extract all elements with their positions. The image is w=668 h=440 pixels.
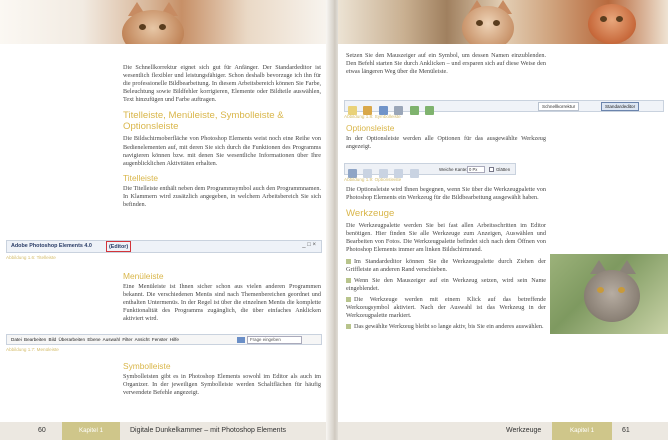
bullet-icon bbox=[346, 297, 351, 302]
caption-titlebar: Abbildung 1.6: Titelleiste bbox=[6, 255, 56, 260]
left-text-column-3 bbox=[123, 356, 321, 400]
help-search-icon bbox=[237, 337, 245, 343]
symbolbar-screenshot bbox=[344, 100, 664, 112]
bullet-item: Wenn Sie den Mauszeiger auf ein Werkzeug setzen, wird sein Name eingeblendet. bbox=[346, 276, 546, 292]
left-footer bbox=[0, 422, 330, 440]
undo-icon[interactable] bbox=[410, 106, 419, 115]
cat-eye bbox=[618, 287, 625, 293]
titlebar-screenshot bbox=[6, 240, 322, 253]
menu-datei[interactable]: Datei bbox=[11, 337, 22, 342]
cat-eye bbox=[493, 20, 500, 26]
menu-filter[interactable]: Filter bbox=[122, 337, 133, 342]
left-page-number: 60 bbox=[38, 427, 46, 434]
symbolbar-paragraph: Symbolleisten gibt es in Photoshop Elements sowohl im Editor als auch im Organizer. In der jeweiligen Symbolleiste werden Schaltflächen für häufig verwendete Befehle angezeigt. bbox=[123, 373, 321, 397]
menu-bild[interactable]: Bild bbox=[48, 337, 57, 342]
ui-paragraph: Die Bildschirmoberfläche von Photoshop Elements weist noch eine Reihe von Bedienelementen auf, mit deren Sie sich durch die Funktionen des Programms navigieren können bzw. mit denen Sie wesentliche Informationen über Ihre augenblicklichen Aktivitäten erhalten. bbox=[123, 135, 321, 167]
book-title: Digitale Dunkelkammer – mit Photoshop Elements bbox=[130, 427, 287, 434]
cat-eye bbox=[616, 16, 623, 22]
right-text-column-3 bbox=[346, 186, 546, 334]
kitten-photo bbox=[462, 6, 514, 44]
right-text-column-2 bbox=[346, 118, 546, 154]
menubar-screenshot bbox=[6, 334, 322, 345]
bullet-icon bbox=[346, 278, 351, 283]
menubar-paragraph: Eine Menüleiste ist Ihnen sicher schon aus vielen anderen Programmen bekannt. Die verschiedenen Menüs sind nach Themenbereichen geordnet und enthalten Untermenüs. In der Regel ist über die einzelnen Menüs die komplette Funktionalität des Programms zugänglich, die über einfaches Anklicken aktiviert wird. bbox=[123, 283, 321, 323]
caption-toolbar: Abbildung 1.8: Symbolleiste bbox=[344, 114, 401, 119]
caption-menubar: Abbildung 1.7: Menüleiste bbox=[6, 347, 59, 352]
cat-photo-strip-right bbox=[338, 0, 668, 44]
intro-paragraph: Die Schnellkorrektur eignet sich gut für Anfänger. Der Standardeditor ist wesentlich flexibler und leistungsfähiger. Schon deshalb bevorzuge ich ihn für die professionelle Bildbearbeitung. In diesem Arbeitsbereich können Sie Farbe, Beleuchtung sowie Bildfehler korrigieren, Elemente oder Bildteile auswählen, Text hinzufügen und Farbe auftragen. bbox=[123, 64, 321, 104]
tools-paragraph: Die Werkzeugpalette werden Sie bei fast allen Arbeitsschritten im Editor benötigen. Hier finden Sie alle Werkzeuge zum Anzeigen, Auswählen und Bearbeiten von Fotos. Die Werkzeugpalette befindet sich nach dem Öffnen von Photoshop Elements immer am linken Bildschirmrand. bbox=[346, 222, 546, 254]
kitten-photo-large bbox=[550, 254, 668, 334]
cat-eye bbox=[600, 16, 607, 22]
menu-items bbox=[11, 337, 179, 342]
heading-tools: Werkzeuge bbox=[346, 208, 395, 220]
titlebar-paragraph: Die Titelleiste enthält neben dem Programmsymbol auch den Programmnamen. In Klammern wird zusätzlich angegeben, in welchem Arbeitsbereich Sie sich befinden. bbox=[123, 184, 321, 209]
menu-ueberarbeiten[interactable]: Überarbeiten bbox=[58, 337, 86, 342]
bullet-item: Die Werkzeuge werden mit einem Klick auf das betreffende Werkzeugsymbol aktiviert. Nach der Auswahl ist das Werkzeug in der Werkzeugpalette markiert. bbox=[346, 295, 546, 320]
right-text-column bbox=[346, 52, 546, 79]
bullet-item: Das gewählte Werkzeug bleibt so lange aktiv, bis Sie ein anderes auswählen. bbox=[346, 323, 546, 331]
left-text-column-2 bbox=[123, 266, 321, 326]
left-text-column bbox=[123, 64, 321, 212]
titlebar-app-name: Adobe Photoshop Elements 4.0 bbox=[11, 243, 92, 249]
menu-ebene[interactable]: Ebene bbox=[87, 337, 101, 342]
footer-section-title: Werkzeuge bbox=[506, 427, 542, 434]
window-controls[interactable]: _ □ × bbox=[302, 242, 316, 248]
intersect-selection-icon[interactable] bbox=[410, 169, 419, 178]
heading-menubar: Menüleiste bbox=[123, 271, 164, 281]
left-chapter-tab: Kapitel 1 bbox=[62, 422, 120, 440]
symbol-hover-paragraph: Setzen Sie den Mauszeiger auf ein Symbol, um dessen Namen einzublenden. Den Befehl starten Sie durch Anklicken – und ersparen sich auf diese Weise den etwas längeren Weg über die Menüleiste. bbox=[346, 52, 546, 76]
cat-eye bbox=[139, 24, 146, 30]
caption-options: Abbildung 1.9: Optionsleiste bbox=[344, 177, 402, 182]
standard-editor-button[interactable]: Standardeditor bbox=[601, 102, 639, 111]
heading-symbolbar: Symbolleiste bbox=[123, 361, 171, 371]
kitten-face bbox=[584, 270, 640, 322]
cat-eye bbox=[476, 20, 483, 26]
quickfix-button[interactable]: Schnellkorrektur bbox=[538, 102, 579, 111]
bullet-item: Im Standardeditor können Sie die Werkzeugpalette durch Ziehen der Griffleiste an anderen Rand verschieben. bbox=[346, 257, 546, 273]
cat-eye bbox=[597, 287, 604, 293]
menu-auswahl[interactable]: Auswahl bbox=[102, 337, 121, 342]
left-page bbox=[0, 0, 330, 440]
antialias-checkbox[interactable] bbox=[489, 167, 494, 172]
right-chapter-tab: Kapitel 1 bbox=[552, 422, 612, 440]
heading-main: Titelleiste, Menüleiste, Symbolleiste & Optionsleiste bbox=[123, 110, 284, 133]
right-page bbox=[338, 0, 668, 440]
right-page-number: 61 bbox=[622, 427, 630, 434]
redo-icon[interactable] bbox=[425, 106, 434, 115]
right-footer bbox=[338, 422, 668, 440]
cat-eye bbox=[159, 24, 166, 30]
heading-titlebar: Titelleiste bbox=[123, 172, 159, 183]
kitten-photo-2 bbox=[588, 4, 636, 44]
feather-input[interactable]: 0 Px bbox=[467, 166, 485, 173]
bullet-icon bbox=[346, 259, 351, 264]
menu-fenster[interactable]: Fenster bbox=[151, 337, 168, 342]
optionsbar-screenshot bbox=[344, 163, 516, 175]
menu-search-input[interactable]: Frage eingeben bbox=[247, 336, 302, 344]
titlebar-editor-highlight: (Editor) bbox=[106, 241, 131, 252]
heading-options: Optionsleiste bbox=[346, 123, 395, 133]
cat-photo-strip-left bbox=[0, 0, 330, 44]
feather-label: Weiche Kante: bbox=[439, 167, 468, 172]
menu-hilfe[interactable]: Hilfe bbox=[169, 337, 179, 342]
menu-bearbeiten[interactable]: Bearbeiten bbox=[24, 337, 47, 342]
bullet-icon bbox=[346, 324, 351, 329]
menu-ansicht[interactable]: Ansicht bbox=[134, 337, 150, 342]
antialias-label: Glätten bbox=[496, 167, 511, 172]
options-paragraph-2: Die Optionsleiste wird Ihnen begegnen, wenn Sie über die Werkzeugpalette von Photoshop Elements ein Werkzeug für die Bildbearbeitung ausgewählt haben. bbox=[346, 186, 546, 202]
options-paragraph: In der Optionsleiste werden alle Optionen für das ausgewählte Werkzeug angezeigt. bbox=[346, 135, 546, 151]
